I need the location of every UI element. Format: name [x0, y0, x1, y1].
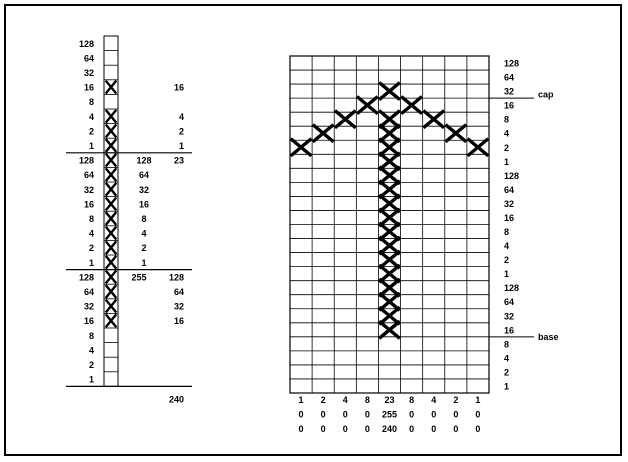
- grid-pixel-x-mark: [336, 112, 354, 127]
- grid-pixel-x-mark: [380, 294, 398, 309]
- left-weight-label: 1: [88, 141, 94, 151]
- right-weight-label: 128: [504, 58, 520, 69]
- column-value-label: 1: [475, 395, 481, 405]
- grid-pixel-x-mark: [380, 280, 398, 295]
- right-weight-label: 64: [504, 297, 515, 308]
- column-value-label: 0: [475, 424, 481, 434]
- column-value-label: 0: [409, 409, 415, 420]
- left-bit-x-mark: [107, 213, 116, 224]
- column-value-label: 4: [431, 395, 437, 405]
- left-weight-label: 64: [83, 287, 94, 297]
- left-bit-x-mark: [107, 82, 116, 93]
- grid-pixel-x-mark: [380, 252, 398, 267]
- column-value-label: 23: [384, 395, 395, 405]
- grid-pixel-x-mark: [380, 210, 398, 225]
- column-value-label: 0: [475, 409, 481, 420]
- left-weight-label: 4: [88, 111, 94, 122]
- left-byte3-total: 240: [168, 394, 184, 405]
- left-weight-label: 8: [88, 330, 94, 341]
- left-weight-label: 2: [88, 126, 94, 137]
- right-weight-label: 1: [504, 381, 510, 392]
- grid-pixel-x-mark: [380, 182, 398, 197]
- left-byte2-value: 2: [141, 243, 147, 254]
- left-weight-label: 128: [78, 272, 94, 283]
- left-byte2-total: 255: [131, 272, 147, 283]
- left-byte3-value: 128: [168, 272, 184, 283]
- cap-label: cap: [538, 89, 554, 100]
- left-partial-value: 1: [178, 141, 184, 151]
- right-weight-label: 4: [504, 353, 510, 364]
- grid-pixel-x-mark: [380, 238, 398, 253]
- right-weight-label: 16: [504, 100, 515, 111]
- right-weight-label: 2: [504, 142, 510, 153]
- right-weight-label: 8: [504, 114, 510, 125]
- right-weight-label: 32: [504, 311, 515, 322]
- left-byte2-value: 32: [138, 184, 150, 195]
- left-bit-x-mark: [107, 155, 116, 166]
- grid-pixel-x-mark: [380, 84, 398, 99]
- grid-pixel-x-mark: [380, 168, 398, 183]
- right-weight-label: 16: [504, 325, 515, 336]
- right-weight-label: 4: [504, 128, 510, 139]
- left-weight-label: 1: [88, 374, 94, 385]
- column-value-label: 0: [453, 424, 459, 434]
- column-value-label: 2: [453, 395, 459, 405]
- column-value-label: 0: [342, 424, 348, 434]
- right-weight-label: 128: [504, 283, 520, 294]
- right-weight-label: 8: [504, 339, 510, 350]
- column-value-label: 8: [364, 395, 370, 405]
- column-value-label: 0: [453, 409, 459, 420]
- column-value-label: 0: [364, 424, 370, 434]
- left-weight-label: 64: [83, 53, 94, 64]
- column-value-label: 240: [381, 424, 398, 434]
- left-bit-x-mark: [107, 301, 116, 312]
- grid-pixel-x-mark: [403, 98, 421, 113]
- grid-pixel-x-mark: [380, 196, 398, 211]
- left-weight-label: 32: [83, 184, 94, 195]
- right-weight-label: 2: [504, 367, 510, 378]
- column-value-label: 0: [431, 424, 437, 434]
- column-value-label: 0: [431, 409, 437, 420]
- left-partial-value: 4: [178, 111, 184, 122]
- left-bit-x-mark: [107, 125, 116, 136]
- left-byte2-value: 64: [138, 170, 150, 181]
- column-value-label: 0: [364, 409, 370, 420]
- right-weight-label: 4: [504, 241, 510, 252]
- grid-pixel-x-mark: [314, 126, 332, 141]
- column-value-label: 1: [298, 395, 304, 405]
- left-bit-x-mark: [107, 257, 116, 268]
- grid-pixel-x-mark: [380, 126, 398, 141]
- left-byte2-value: 4: [141, 228, 147, 239]
- right-weight-label: 8: [504, 227, 510, 238]
- left-weight-label: 4: [88, 228, 94, 239]
- right-weight-label: 32: [504, 198, 515, 209]
- column-value-label: 8: [409, 395, 415, 405]
- left-bit-x-mark: [107, 169, 116, 180]
- grid-pixel-x-mark: [380, 308, 398, 323]
- left-weight-label: 64: [83, 170, 94, 181]
- left-byte3-value: 16: [173, 316, 184, 327]
- left-bit-x-mark: [107, 140, 116, 151]
- left-bit-x-mark: [107, 111, 116, 122]
- grid-pixel-x-mark: [358, 98, 376, 113]
- column-value-label: 4: [342, 395, 348, 405]
- left-bit-x-mark: [107, 242, 116, 253]
- left-byte3-value: 32: [173, 301, 184, 312]
- left-bit-x-mark: [107, 286, 116, 297]
- column-value-label: 0: [298, 424, 304, 434]
- grid-pixel-x-mark: [380, 322, 398, 337]
- left-weight-label: 128: [78, 38, 94, 49]
- column-value-label: 255: [381, 409, 398, 420]
- right-weight-label: 64: [504, 72, 515, 83]
- left-byte2-value: 8: [141, 214, 147, 224]
- right-weight-label: 32: [504, 86, 515, 97]
- left-byte2-value: 128: [136, 155, 152, 166]
- left-weight-label: 32: [83, 301, 94, 312]
- grid-pixel-x-mark: [380, 140, 398, 155]
- left-weight-label: 8: [88, 214, 94, 224]
- column-value-label: 0: [320, 424, 326, 434]
- left-byte3-value: 64: [173, 287, 184, 297]
- grid-pixel-x-mark: [380, 266, 398, 281]
- left-weight-label: 128: [78, 155, 94, 166]
- left-byte2-value: 16: [138, 199, 150, 210]
- left-partial-value: 23: [173, 155, 184, 166]
- left-bit-x-mark: [107, 184, 116, 195]
- right-weight-label: 1: [504, 156, 510, 167]
- left-bit-x-mark: [107, 198, 116, 209]
- left-weight-label: 2: [88, 360, 94, 370]
- column-value-label: 0: [298, 409, 304, 420]
- right-weight-label: 16: [504, 212, 515, 223]
- left-partial-value: 2: [178, 126, 184, 137]
- right-weight-label: 1: [504, 269, 510, 280]
- grid-pixel-x-mark: [447, 126, 465, 141]
- left-bit-x-mark: [107, 315, 116, 326]
- grid-pixel-x-mark: [469, 140, 487, 155]
- right-weight-label: 128: [504, 170, 520, 181]
- left-weight-label: 1: [88, 257, 94, 268]
- grid-pixel-x-mark: [380, 112, 398, 127]
- left-bit-x-mark: [107, 271, 116, 282]
- left-partial-value: 16: [173, 82, 184, 93]
- left-weight-label: 16: [83, 199, 94, 210]
- right-weight-label: 64: [504, 184, 515, 195]
- right-weight-label: 2: [504, 255, 510, 266]
- grid-pixel-x-mark: [425, 112, 443, 127]
- column-value-label: 2: [320, 395, 326, 405]
- left-weight-label: 4: [88, 345, 94, 356]
- left-weight-label: 16: [83, 82, 94, 93]
- left-bit-x-mark: [107, 228, 116, 239]
- column-value-label: 0: [409, 424, 415, 434]
- column-value-label: 0: [342, 409, 348, 420]
- left-weight-label: 2: [88, 243, 94, 254]
- left-weight-label: 8: [88, 97, 94, 108]
- left-weight-label: 32: [83, 68, 94, 78]
- left-weight-label: 16: [83, 316, 94, 327]
- base-label: base: [538, 331, 559, 342]
- left-byte2-value: 1: [141, 257, 147, 268]
- grid-pixel-x-mark: [380, 154, 398, 169]
- grid-pixel-x-mark: [292, 140, 310, 155]
- column-value-label: 0: [320, 409, 326, 420]
- grid-pixel-x-mark: [380, 224, 398, 239]
